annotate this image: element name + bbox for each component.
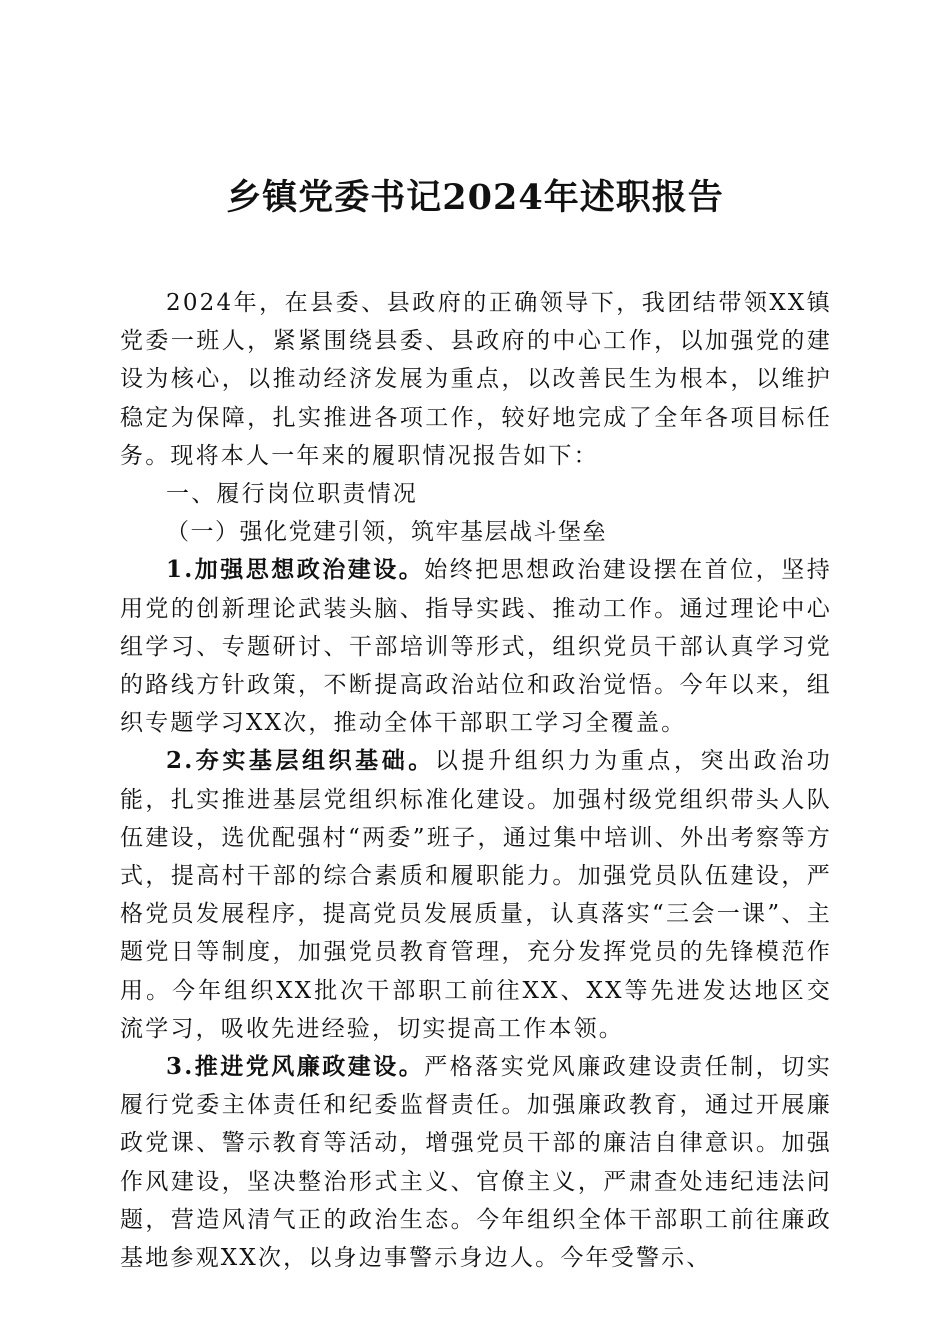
paragraph-item-3 — [120, 1048, 832, 1277]
intro-paragraph: 2024年，在县委、县政府的正确领导下，我团结带领XX镇党委一班人，紧紧围绕县委、县政府的中心工作，以加强党的建设为核心，以推动经济发展为重点，以改善民生为根本，以维护稳定为保障，扎实推进各项工作，较好地完成了全年各项目标任务。现将本人一年来的履职情况报告如下： — [120, 290, 832, 469]
document-body — [120, 284, 832, 1277]
paragraph-item-2 — [120, 742, 832, 1048]
section-heading: 一、履行岗位职责情况 — [166, 481, 418, 508]
paragraph-item-1 — [120, 551, 832, 742]
document-title: 乡镇党委书记2024年述职报告 — [226, 177, 724, 218]
item-lead: 2.夯实基层组织基础。 — [166, 747, 435, 775]
subsection-heading: （一）强化党建引领，筑牢基层战斗堡垒 — [166, 519, 607, 546]
item-text: 以提升组织力为重点，突出政治功能，扎实推进基层党组织标准化建设。加强村级党组织带头人队伍建设，选优配强村“两委”班子，通过集中培训、外出考察等方式，提高村干部的综合素质和履职能力。加强党员队伍建设，严格党员发展程序，提高党员发展质量，认真落实“三会一课”、主题党日等制度，加强党员教育管理，充分发挥党员的先锋模范作用。今年组织XX批次干部职工前往XX、XX等先进发达地区交流学习，吸收先进经验，切实提高工作本领。 — [120, 748, 832, 1042]
item-lead: 1.加强思想政治建设。 — [166, 556, 425, 584]
item-lead: 3.推进党风廉政建设。 — [166, 1053, 425, 1081]
item-text: 严格落实党风廉政建设责任制，切实履行党委主体责任和纪委监督责任。加强廉政教育，通过开展廉政党课、警示教育等活动，增强党员干部的廉洁自律意识。加强作风建设，坚决整治形式主义、官僚主义，严肃查处违纪违法问题，营造风清气正的政治生态。今年组织全体干部职工前往廉政基地参观XX次，以身边事警示身边人。今年受警示、 — [120, 1054, 832, 1272]
item-text: 始终把思想政治建设摆在首位，坚持用党的创新理论武装头脑、指导实践、推动工作。通过理论中心组学习、专题研讨、干部培训等形式，组织党员干部认真学习党的路线方针政策，不断提高政治站位和政治觉悟。今年以来，组织专题学习XX次，推动全体干部职工学习全覆盖。 — [120, 557, 832, 737]
